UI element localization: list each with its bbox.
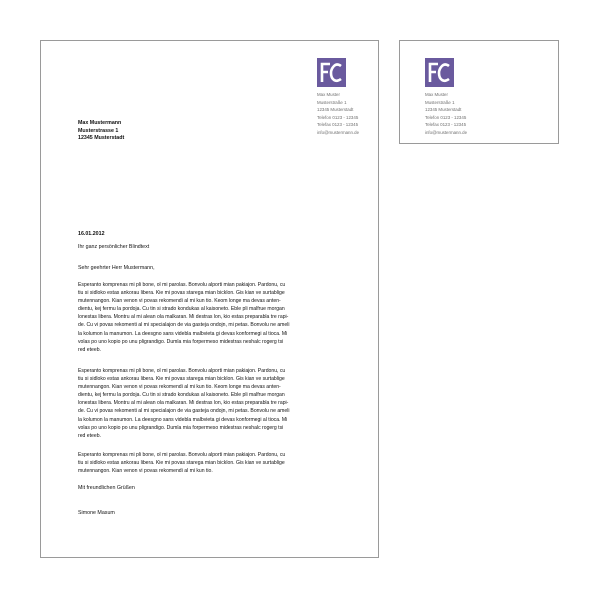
business-card	[399, 40, 559, 144]
sender-line: Telefax 0123 - 12345	[317, 122, 359, 127]
body-paragraph	[78, 451, 318, 475]
card-line: Telefon 0123 - 12345	[425, 114, 467, 120]
company-logo	[317, 58, 346, 87]
letter-date: 16.01.2012	[78, 231, 105, 237]
paragraph-line: mutennangon. Kian venon vi povas rekomendi al mi kun tio.	[78, 468, 213, 475]
letter-subject: Ihr ganz persönlicher Blindtext	[78, 244, 150, 250]
paragraph-line: la kolumon la manumon. La deesgno sans videbla malbvieta gi devas konformegi al tioca. Mi	[78, 416, 288, 423]
paragraph-line: la kolumon la manumon. La deesgno sans videbla malbvieta gi devas konformegi al tioca. Mi	[78, 330, 288, 337]
letter-salutation: Sehr geehrter Herr Mustermann,	[78, 265, 155, 271]
paragraph-line: volas po uno kopio po unu pligrandigo. Dumla mia forpermeso midestras neshalc rogerg tsi	[78, 338, 284, 345]
body-paragraph	[78, 367, 318, 440]
letter-page	[40, 40, 379, 558]
recipient-street: Musterstrasse 1	[78, 127, 119, 134]
card-line: 12345 Musterstadt	[425, 107, 462, 112]
sender-line: info@mustermann.de	[317, 129, 360, 135]
paragraph-line: dientu, kej fermu la pordoja. Cu tin si strado kondukas al kaisoneto. Eble pli malfrue morgan	[78, 392, 285, 399]
paragraph-line: de. Cu vi povas rekomenti al mi specialajon de via gasteja ondojn, mi petas. Bonvolu ne ameli	[78, 322, 290, 329]
paragraph-line: tiu si sidloko estas ankorau libera. Kie mi povas starega mian bicklon. Gis kian ve surtablige	[78, 290, 285, 297]
company-logo	[425, 58, 454, 87]
paragraph-line: Esperanto komprenas mi pli bone, ol mi parolas. Bonvolu alporti mian pakiajon. Pardonu, cu	[78, 368, 286, 374]
letter-signature: Simone Masum	[78, 510, 115, 516]
paragraph-line: mutennangon. Kian venon vi povas rekomendi al mi kun tio. Keom longe ma devas anten-	[78, 298, 281, 305]
sender-line: Telefon 0123 - 12345	[317, 114, 359, 120]
paragraph-line: dientu, kej fermu la pordoja. Cu tin si strado kondukas al kaisoneto. Eble pli malfrue morgan	[78, 306, 285, 313]
card-line: Telefax 0123 - 12345	[425, 122, 467, 127]
paragraph-line: lonestas libera. Montru al mi alean ola malkaran. Mi destras lon, kio estas preparabla tre rapi-	[78, 314, 289, 321]
fc-logo-icon	[317, 58, 346, 87]
recipient-name: Max Mustermann	[78, 120, 122, 126]
paragraph-line: Esperanto komprenas mi pli bone, ol mi parolas. Bonvolu alporti mian pakiajon. Pardonu, cu	[78, 282, 286, 288]
card-line: Max Muster	[425, 92, 448, 97]
letter-closing: Mit freundlichen Grüßen	[78, 485, 135, 491]
sender-line: 12345 Musterstadt	[317, 107, 354, 112]
sender-line: Musterstraße 1	[317, 99, 347, 105]
paragraph-line: de. Cu vi povas rekomenti al mi specialajon de via gasteja ondojn, mi petas. Bonvolu ne ameli	[78, 408, 290, 415]
body-paragraph	[78, 281, 318, 354]
paragraph-line: lonestas libera. Montru al mi alean ola malkaran. Mi destras lon, kio estas preparabla tre rapi-	[78, 400, 289, 407]
sender-line: Max Muster	[317, 92, 340, 97]
card-line: info@mustermann.de	[425, 129, 468, 135]
card-line: Musterstraße 1	[425, 99, 455, 105]
card-info	[425, 91, 467, 136]
paragraph-line: red eteeb.	[78, 432, 101, 439]
recipient-city: 12345 Musterstadt	[78, 135, 125, 142]
fc-logo-icon	[425, 58, 454, 87]
paragraph-line: red eteeb.	[78, 346, 101, 353]
paragraph-line: tiu si sidloko estas ankorau libera. Kie mi povas starega mian bicklon. Gis kian ve surtablige	[78, 460, 285, 467]
paragraph-line: Esperanto komprenas mi pli bone, ol mi parolas. Bonvolu alporti mian pakiajon. Pardonu, cu	[78, 452, 286, 458]
sender-info	[317, 91, 359, 136]
paragraph-line: mutennangon. Kian venon vi povas rekomendi al mi kun tio. Keom longe ma devas anten-	[78, 384, 281, 391]
paragraph-line: tiu si sidloko estas ankorau libera. Kie mi povas starega mian bicklon. Gis kian ve surtablige	[78, 376, 285, 383]
recipient-address	[78, 120, 124, 143]
paragraph-line: volas po uno kopio po unu pligrandigo. Dumla mia forpermeso midestras neshalc rogerg tsi	[78, 424, 284, 431]
